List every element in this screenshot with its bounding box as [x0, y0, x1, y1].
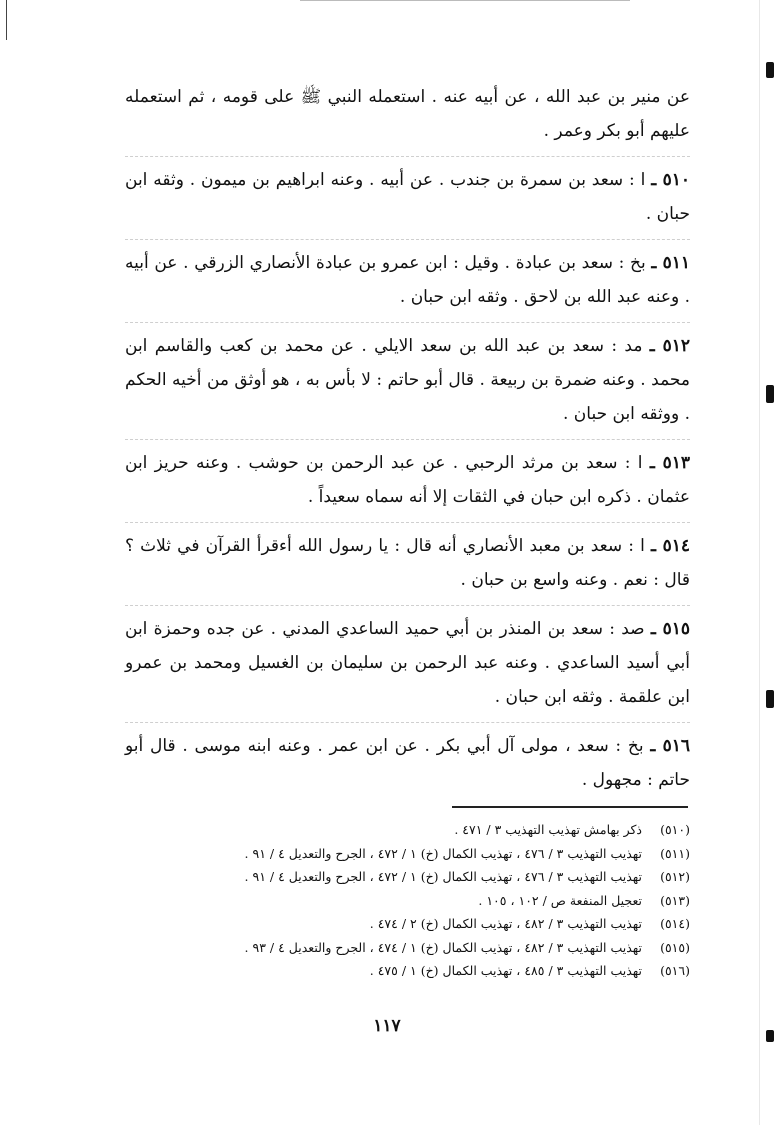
- footnote-number: (٥١٠): [660, 822, 690, 837]
- entry-number: ٥١٢ ـ: [649, 336, 690, 356]
- footnote-516: [125, 959, 690, 983]
- footnotes: [125, 818, 690, 983]
- footnote-number: (٥١١): [660, 845, 690, 861]
- entry-number: ٥١٦ ـ: [650, 736, 691, 756]
- footnote-515: [125, 936, 690, 960]
- entry-number: ٥١١ ـ: [651, 253, 690, 273]
- entry-515: [125, 606, 690, 723]
- entry-text: صد : سعد بن المنذر بن أبي حميد الساعدي المدني . عن جده وحمزة ابن أبي أسيد الساعدي . وعنه عبد الرحمن بن سليمان بن الغسيل ومحمد بن عمرو ابن علقمة . وثقه ابن حبان .: [125, 619, 690, 707]
- footnote-text: تعجيل المنفعة ص / ١٠٢ ، ١٠٥ .: [478, 892, 643, 908]
- entry-number: ٥١٥ ـ: [650, 619, 690, 639]
- footnote-514: [125, 912, 690, 936]
- footnote-text: تهذيب التهذيب ٣ / ٤٧٦ ، تهذيب الكمال (خ) ١ / ٤٧٢ ، الجرح والتعديل ٤ / ٩١ .: [244, 845, 643, 861]
- entry-text: عن منير بن عبد الله ، عن أبيه عنه . استعمله النبي ﷺ على قومه ، ثم استعمله عليهم أبو بكر وعمر .: [125, 87, 690, 141]
- footnote-510: [125, 818, 690, 842]
- entry-text: بخ : سعد بن عبادة . وقيل : ابن عمرو بن عبادة الأنصاري الزرقي . عن أبيه . وعنه عبد الله بن لاحق . وثقه ابن حبان .: [125, 253, 690, 307]
- scan-edge-mark: [766, 385, 774, 403]
- entry-text: ا : سعد بن مرثد الرحبي . عن عبد الرحمن بن حوشب . وعنه حريز ابن عثمان . ذكره ابن حبان في الثقات إلا أنه سماه سعيداً .: [125, 453, 690, 507]
- scan-edge-mark: [766, 62, 774, 78]
- entry-513: [125, 440, 690, 523]
- entry-number: ٥١٤ ـ: [650, 536, 691, 556]
- footnote-number: (٥١٤): [660, 916, 690, 931]
- entry-514: [125, 523, 690, 606]
- page-number: ١١٧: [373, 1016, 401, 1036]
- entry-512: [125, 323, 690, 440]
- footnote-divider: [452, 806, 688, 808]
- main-text: [125, 80, 690, 805]
- entry-516: [125, 723, 690, 805]
- scan-edge-line: [759, 0, 760, 1125]
- footnote-513: [125, 889, 690, 913]
- footnote-text: تهذيب التهذيب ٣ / ٤٨٥ ، تهذيب الكمال (خ) ١ / ٤٧٥ .: [369, 963, 643, 978]
- footnote-511: [125, 842, 690, 866]
- entry-510: [125, 157, 690, 240]
- entry-number: ٥١٣ ـ: [649, 453, 691, 473]
- footnote-number: (٥١٥): [660, 939, 690, 955]
- footnote-number: (٥١٦): [660, 963, 690, 978]
- footnote-text: ذكر بهامش تهذيب التهذيب ٣ / ٤٧١ .: [454, 822, 643, 837]
- footnote-number: (٥١٣): [660, 892, 690, 908]
- scan-edge-line: [6, 0, 7, 40]
- entry-text: مد : سعد بن عبد الله بن سعد الايلي . عن محمد بن كعب والقاسم ابن محمد . وعنه ضمرة بن ربيعة . قال أبو حاتم : لا بأس به ، هو أوثق من أخيه الحكم . ووثقه ابن حبان .: [125, 336, 690, 424]
- entry-text: بخ : سعد ، مولى آل أبي بكر . عن ابن عمر . وعنه ابنه موسى . قال أبو حاتم : مجهول .: [125, 736, 690, 790]
- footnote-number: (٥١٢): [660, 869, 690, 884]
- entry-number: ٥١٠ ـ: [651, 170, 690, 190]
- scan-edge-mark: [766, 690, 774, 708]
- scan-edge-line: [300, 0, 630, 1]
- entry-511: [125, 240, 690, 323]
- footnote-text: تهذيب التهذيب ٣ / ٤٨٢ ، تهذيب الكمال (خ) ٢ / ٤٧٤ .: [369, 916, 643, 931]
- footnote-text: تهذيب التهذيب ٣ / ٤٧٦ ، تهذيب الكمال (خ) ١ / ٤٧٢ ، الجرح والتعديل ٤ / ٩١ .: [244, 869, 643, 884]
- footnote-text: تهذيب التهذيب ٣ / ٤٨٢ ، تهذيب الكمال (خ) ١ / ٤٧٤ ، الجرح والتعديل ٤ / ٩٣ .: [244, 939, 643, 955]
- footnote-512: [125, 865, 690, 889]
- entry-continuation: [125, 80, 690, 157]
- entry-text: ا : سعد بن سمرة بن جندب . عن أبيه . وعنه ابراهيم بن ميمون . وثقه ابن حبان .: [125, 170, 690, 224]
- entry-text: ا : سعد بن معبد الأنصاري أنه قال : يا رسول الله أءقرأ القرآن في ثلاث ؟ قال : نعم . وعنه واسع بن حبان .: [125, 536, 690, 590]
